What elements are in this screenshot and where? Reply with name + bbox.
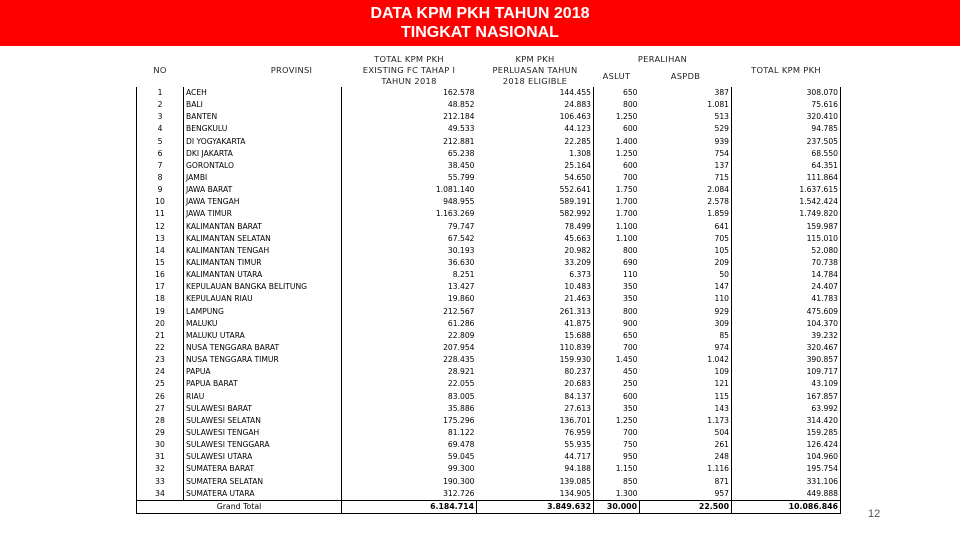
aspdb-value: 121 [714, 379, 729, 389]
province-name: KALIMANTAN BARAT [184, 221, 342, 233]
existing-value: 162.578 [342, 87, 477, 99]
table-row [137, 366, 841, 378]
table-row [137, 293, 841, 305]
total-value: 449.888 [732, 488, 841, 501]
aslut-value: 700 [594, 342, 640, 354]
table-row [137, 427, 841, 439]
province-name: JAWA TIMUR [184, 208, 342, 220]
perluasan-value: 44.717 [564, 452, 591, 462]
total-value: 24.407 [732, 281, 841, 293]
table-row [137, 463, 841, 475]
perluasan-value: 144.455 [559, 88, 591, 98]
total-value: 159.987 [732, 221, 841, 233]
row-number: 34 [137, 488, 184, 501]
aslut-value: 650 [594, 330, 640, 342]
aspdb-value: 1.859 [707, 209, 729, 219]
existing-value: 228.435 [342, 354, 477, 366]
row-number: 10 [137, 196, 184, 208]
perluasan-value: 84.137 [564, 391, 591, 401]
perluasan-value: 110.839 [559, 343, 591, 353]
existing-value: 55.799 [342, 172, 477, 184]
province-name: SULAWESI TENGAH [184, 427, 342, 439]
row-number: 3 [137, 111, 184, 123]
aslut-value: 850 [594, 476, 640, 488]
total-value: 390.857 [732, 354, 841, 366]
row-number: 20 [137, 318, 184, 330]
perluasan-value: 1.308 [569, 148, 591, 158]
province-name: PAPUA [184, 366, 342, 378]
existing-value: 30.193 [342, 245, 477, 257]
aspdb-value: 939 [714, 136, 729, 146]
existing-value: 79.747 [342, 221, 477, 233]
aspdb-value: 387 [714, 88, 729, 98]
perluasan-value: 15.688 [564, 330, 591, 340]
total-value: 195.754 [732, 463, 841, 475]
aspdb-value: 309 [714, 318, 729, 328]
header-provinsi: PROVINSI [270, 64, 313, 75]
table-row [137, 269, 841, 281]
row-number: 2 [137, 99, 184, 111]
grand-total-aslut: 30.000 [594, 500, 640, 513]
row-number: 19 [137, 306, 184, 318]
aspdb-value: 137 [714, 160, 729, 170]
province-name: GORONTALO [184, 160, 342, 172]
aspdb-value: 871 [714, 476, 729, 486]
perluasan-value: 55.935 [564, 440, 591, 450]
province-name: NUSA TENGGARA BARAT [184, 342, 342, 354]
aslut-value: 700 [594, 427, 640, 439]
perluasan-value: 261.313 [559, 306, 591, 316]
province-name: BANTEN [184, 111, 342, 123]
total-value: 237.505 [732, 136, 841, 148]
table-row [137, 378, 841, 390]
aspdb-value: 504 [714, 428, 729, 437]
perluasan-value: 94.188 [564, 464, 591, 474]
perluasan-value: 10.483 [564, 282, 591, 292]
row-number: 12 [137, 221, 184, 233]
perluasan-value: 159.930 [559, 355, 591, 365]
aslut-value: 1.250 [594, 111, 640, 123]
perluasan-value: 25.164 [564, 160, 591, 170]
province-name: SUMATERA SELATAN [184, 476, 342, 488]
row-number: 15 [137, 257, 184, 269]
total-value: 308.070 [732, 87, 841, 99]
total-value: 167.857 [732, 391, 841, 403]
grand-total-value: 10.086.846 [732, 500, 841, 513]
total-value: 104.370 [732, 318, 841, 330]
grand-total-existing: 6.184.714 [342, 500, 477, 513]
province-name: SULAWESI TENGGARA [184, 439, 342, 451]
existing-value: 312.726 [342, 488, 477, 501]
existing-value: 22.055 [342, 378, 477, 390]
province-name: SULAWESI BARAT [184, 403, 342, 415]
total-value: 63.992 [732, 403, 841, 415]
total-value: 126.424 [732, 439, 841, 451]
aspdb-value: 974 [714, 343, 729, 353]
aspdb-value: 1.173 [707, 415, 729, 425]
total-value: 70.738 [732, 257, 841, 269]
perluasan-value: 582.992 [559, 209, 591, 219]
header-perluasan-line-2: PERLUASAN TAHUN [492, 65, 578, 76]
aslut-value: 950 [594, 451, 640, 463]
table-row [137, 221, 841, 233]
row-number: 27 [137, 403, 184, 415]
province-name: MALUKU UTARA [184, 330, 342, 342]
aslut-value: 900 [594, 318, 640, 330]
existing-value: 8.251 [342, 269, 477, 281]
aslut-value: 1.300 [594, 488, 640, 501]
existing-value: 1.163.269 [342, 208, 477, 220]
row-number: 8 [137, 172, 184, 184]
province-name: KEPULAUAN BANGKA BELITUNG [184, 281, 342, 293]
aslut-value: 1.100 [594, 233, 640, 245]
aslut-value: 650 [594, 87, 640, 99]
row-number: 24 [137, 366, 184, 378]
province-name: DKI JAKARTA [184, 148, 342, 160]
existing-value: 212.881 [342, 136, 477, 148]
title-line-1: DATA KPM PKH TAHUN 2018 [370, 5, 590, 22]
row-number: 30 [137, 439, 184, 451]
perluasan-value: 24.883 [564, 100, 591, 110]
table-row [137, 391, 841, 403]
header-existing-line-2: EXISTING FC TAHAP I [362, 65, 456, 76]
perluasan-value: 139.085 [559, 476, 591, 486]
aslut-value: 350 [594, 281, 640, 293]
existing-value: 212.567 [342, 306, 477, 318]
row-number: 6 [137, 148, 184, 160]
total-value: 52.080 [732, 245, 841, 257]
table-row [137, 184, 841, 196]
total-value: 320.467 [732, 342, 841, 354]
existing-value: 48.852 [342, 99, 477, 111]
table-row [137, 172, 841, 184]
total-value: 1.637.615 [732, 184, 841, 196]
aslut-value: 1.100 [594, 221, 640, 233]
existing-value: 35.886 [342, 403, 477, 415]
existing-value: 175.296 [342, 415, 477, 427]
table-row [137, 403, 841, 415]
grand-total-aspdb: 22.500 [640, 500, 732, 513]
aspdb-value: 641 [714, 221, 729, 231]
row-number: 21 [137, 330, 184, 342]
row-number: 18 [137, 293, 184, 305]
total-value: 111.864 [732, 172, 841, 184]
total-value: 1.542.424 [732, 196, 841, 208]
province-name: JAWA BARAT [184, 184, 342, 196]
header-perluasan-line-1: KPM PKH [515, 53, 555, 64]
aslut-value: 690 [594, 257, 640, 269]
row-number: 4 [137, 123, 184, 135]
perluasan-value: 41.875 [564, 318, 591, 328]
province-name: PAPUA BARAT [184, 378, 342, 390]
aspdb-value: 1.042 [707, 355, 729, 365]
table-row [137, 257, 841, 269]
total-value: 43.109 [732, 378, 841, 390]
perluasan-value: 22.285 [564, 136, 591, 146]
total-value: 104.960 [732, 451, 841, 463]
header-perluasan-line-3: 2018 ELIGIBLE [502, 76, 568, 87]
province-name: DI YOGYAKARTA [184, 136, 342, 148]
table-row [137, 123, 841, 135]
table-row [137, 87, 841, 99]
province-name: SULAWESI UTARA [184, 451, 342, 463]
existing-value: 69.478 [342, 439, 477, 451]
header-aslut: ASLUT [602, 70, 631, 81]
total-value: 1.749.820 [732, 208, 841, 220]
perluasan-value: 78.499 [564, 221, 591, 231]
aspdb-value: 705 [714, 233, 729, 243]
table-body [137, 87, 841, 513]
table-row [137, 318, 841, 330]
aslut-value: 700 [594, 172, 640, 184]
aspdb-value: 248 [714, 452, 729, 462]
existing-value: 59.045 [342, 451, 477, 463]
total-value: 475.609 [732, 306, 841, 318]
existing-value: 948.955 [342, 196, 477, 208]
aslut-value: 250 [594, 378, 640, 390]
table-row [137, 196, 841, 208]
row-number: 23 [137, 354, 184, 366]
page-number: 12 [868, 508, 881, 520]
aslut-value: 600 [594, 391, 640, 403]
total-value: 115.010 [732, 233, 841, 245]
total-value: 94.785 [732, 123, 841, 135]
perluasan-value: 136.701 [559, 415, 591, 425]
table-row [137, 148, 841, 160]
province-name: KALIMANTAN UTARA [184, 269, 342, 281]
perluasan-value: 589.191 [559, 197, 591, 207]
existing-value: 207.954 [342, 342, 477, 354]
province-name: SUMATERA BARAT [184, 463, 342, 475]
table-row [137, 330, 841, 342]
table-row [137, 354, 841, 366]
aspdb-value: 105 [714, 245, 729, 255]
table-row [137, 111, 841, 123]
existing-value: 190.300 [342, 476, 477, 488]
existing-value: 61.286 [342, 318, 477, 330]
aspdb-value: 754 [714, 148, 729, 158]
aspdb-value: 109 [714, 367, 729, 377]
row-number: 9 [137, 184, 184, 196]
existing-value: 19.860 [342, 293, 477, 305]
table-row [137, 306, 841, 318]
province-name: BENGKULU [184, 123, 342, 135]
perluasan-value: 21.463 [564, 294, 591, 304]
province-name: JAMBI [184, 172, 342, 184]
total-value: 320.410 [732, 111, 841, 123]
province-name: KALIMANTAN TIMUR [184, 257, 342, 269]
aslut-value: 800 [594, 245, 640, 257]
total-value: 331.106 [732, 476, 841, 488]
aspdb-value: 957 [714, 488, 729, 498]
total-value: 314.420 [732, 415, 841, 427]
aslut-value: 800 [594, 306, 640, 318]
table-row [137, 160, 841, 172]
province-name: MALUKU [184, 318, 342, 330]
aspdb-value: 85 [719, 330, 729, 340]
existing-value: 36.630 [342, 257, 477, 269]
aslut-value: 600 [594, 123, 640, 135]
title-line-2: TINGKAT NASIONAL [401, 24, 559, 41]
aspdb-value: 50 [719, 270, 729, 280]
existing-value: 13.427 [342, 281, 477, 293]
province-name: KALIMANTAN SELATAN [184, 233, 342, 245]
aspdb-value: 110 [714, 294, 729, 304]
aslut-value: 600 [594, 160, 640, 172]
grand-total-perluasan: 3.849.632 [477, 500, 594, 513]
table-row [137, 439, 841, 451]
aslut-value: 800 [594, 99, 640, 111]
table-row [137, 488, 841, 501]
existing-value: 67.542 [342, 233, 477, 245]
province-name: RIAU [184, 391, 342, 403]
aspdb-value: 261 [714, 440, 729, 450]
row-number: 28 [137, 415, 184, 427]
aspdb-value: 529 [714, 124, 729, 134]
perluasan-value: 552.641 [559, 185, 591, 195]
perluasan-value: 20.683 [564, 379, 591, 389]
grand-total-label: Grand Total [137, 500, 342, 513]
header-no: NO [153, 64, 167, 75]
aslut-value: 1.750 [594, 184, 640, 196]
header-total: TOTAL KPM PKH [751, 64, 821, 75]
total-value: 14.784 [732, 269, 841, 281]
existing-value: 22.809 [342, 330, 477, 342]
aslut-value: 350 [594, 293, 640, 305]
row-number: 17 [137, 281, 184, 293]
total-value: 68.550 [732, 148, 841, 160]
existing-value: 81.122 [342, 427, 477, 439]
table-row [137, 451, 841, 463]
header-existing-line-1: TOTAL KPM PKH [374, 53, 444, 64]
aspdb-value: 2.578 [707, 197, 729, 207]
row-number: 29 [137, 427, 184, 439]
perluasan-value: 44.123 [564, 124, 591, 134]
perluasan-value: 76.959 [564, 428, 591, 437]
aslut-value: 1.700 [594, 196, 640, 208]
kpm-table [136, 53, 841, 514]
aspdb-value: 1.116 [707, 464, 729, 474]
row-number: 16 [137, 269, 184, 281]
province-name: BALI [184, 99, 342, 111]
aslut-value: 1.250 [594, 148, 640, 160]
table-row [137, 415, 841, 427]
perluasan-value: 27.613 [564, 403, 591, 413]
aslut-value: 750 [594, 439, 640, 451]
province-name: JAWA TENGAH [184, 196, 342, 208]
table-row [137, 233, 841, 245]
province-name: SULAWESI SELATAN [184, 415, 342, 427]
row-number: 7 [137, 160, 184, 172]
table-row [137, 208, 841, 220]
total-value: 64.351 [732, 160, 841, 172]
aslut-value: 110 [594, 269, 640, 281]
perluasan-value: 33.209 [564, 258, 591, 268]
aspdb-value: 715 [714, 173, 729, 183]
total-value: 159.285 [732, 427, 841, 439]
table-row [137, 476, 841, 488]
province-name: SUMATERA UTARA [184, 488, 342, 501]
perluasan-value: 134.905 [559, 488, 591, 498]
row-number: 22 [137, 342, 184, 354]
province-name: KEPULAUAN RIAU [184, 293, 342, 305]
row-number: 26 [137, 391, 184, 403]
existing-value: 99.300 [342, 463, 477, 475]
row-number: 13 [137, 233, 184, 245]
row-number: 33 [137, 476, 184, 488]
total-value: 39.232 [732, 330, 841, 342]
aslut-value: 1.450 [594, 354, 640, 366]
header-peralihan: PERALIHAN [637, 53, 688, 64]
row-number: 11 [137, 208, 184, 220]
row-number: 5 [137, 136, 184, 148]
perluasan-value: 106.463 [559, 112, 591, 122]
aslut-value: 1.700 [594, 208, 640, 220]
table-row [137, 281, 841, 293]
perluasan-value: 20.982 [564, 245, 591, 255]
province-name: ACEH [184, 87, 342, 99]
aspdb-value: 513 [714, 112, 729, 122]
existing-value: 49.533 [342, 123, 477, 135]
aspdb-value: 115 [714, 391, 729, 401]
header-existing-line-3: TAHUN 2018 [381, 76, 437, 87]
province-name: KALIMANTAN TENGAH [184, 245, 342, 257]
perluasan-value: 6.373 [569, 270, 591, 280]
existing-value: 28.921 [342, 366, 477, 378]
row-number: 32 [137, 463, 184, 475]
total-value: 41.783 [732, 293, 841, 305]
total-value: 75.616 [732, 99, 841, 111]
row-number: 14 [137, 245, 184, 257]
aspdb-value: 147 [714, 282, 729, 292]
aspdb-value: 929 [714, 306, 729, 316]
aspdb-value: 1.081 [707, 100, 729, 110]
title-banner [0, 0, 960, 46]
row-number: 31 [137, 451, 184, 463]
aslut-value: 350 [594, 403, 640, 415]
perluasan-value: 80.237 [564, 367, 591, 377]
row-number: 25 [137, 378, 184, 390]
aslut-value: 1.400 [594, 136, 640, 148]
total-value: 109.717 [732, 366, 841, 378]
aspdb-value: 209 [714, 258, 729, 268]
province-name: LAMPUNG [184, 306, 342, 318]
existing-value: 65.238 [342, 148, 477, 160]
province-name: NUSA TENGGARA TIMUR [184, 354, 342, 366]
existing-value: 38.450 [342, 160, 477, 172]
aslut-value: 1.150 [594, 463, 640, 475]
perluasan-value: 54.650 [564, 173, 591, 183]
table-row [137, 99, 841, 111]
table-row [137, 136, 841, 148]
row-number: 1 [137, 87, 184, 99]
existing-value: 83.005 [342, 391, 477, 403]
existing-value: 212.184 [342, 111, 477, 123]
aspdb-value: 143 [714, 403, 729, 413]
perluasan-value: 45.663 [564, 233, 591, 243]
existing-value: 1.081.140 [342, 184, 477, 196]
table-row [137, 245, 841, 257]
table-row [137, 342, 841, 354]
aslut-value: 450 [594, 366, 640, 378]
header-aspdb: ASPDB [670, 70, 701, 81]
aslut-value: 1.250 [594, 415, 640, 427]
aspdb-value: 2.084 [707, 185, 729, 195]
grand-total-row [137, 500, 841, 513]
